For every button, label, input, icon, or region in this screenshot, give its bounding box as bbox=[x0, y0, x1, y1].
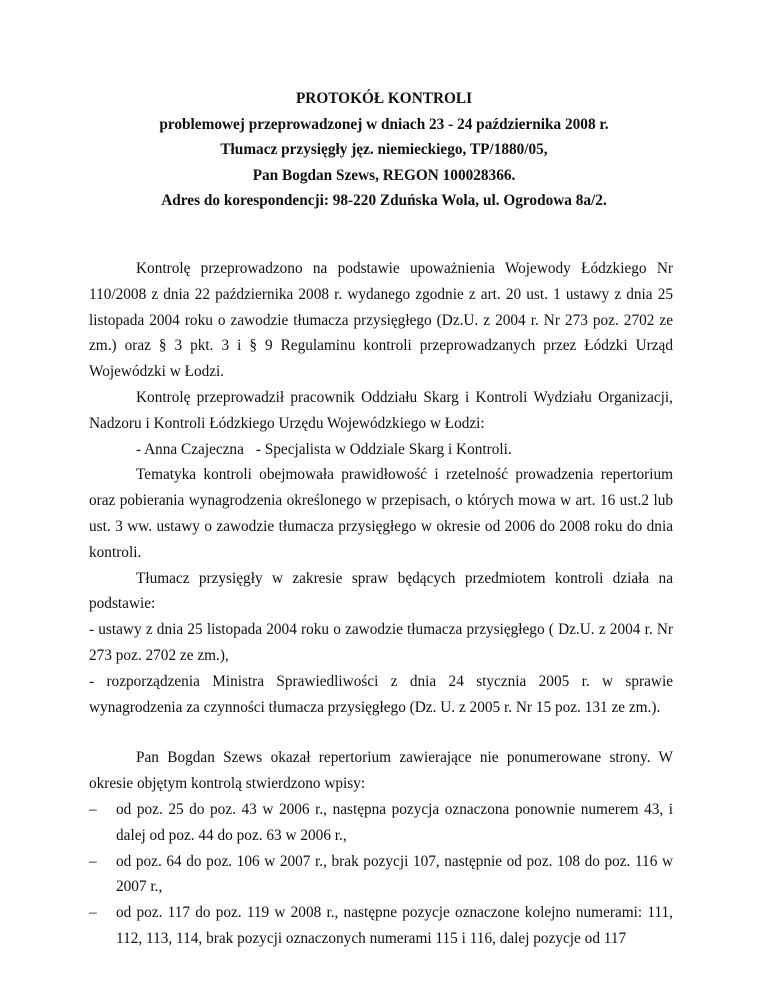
legal-basis-regulation: - rozporządzenia Ministra Sprawiedliwości z dnia 24 stycznia 2005 r. w sprawie wynagrodzenia za czynności tłumacza przysięgłego (Dz. U. z 2005 r. Nr 15 poz. 131 ze zm.). bbox=[89, 672, 673, 716]
scope-paragraph: Tematyka kontroli obejmowała prawidłowość i rzetelność prowadzenia repertorium oraz pobierania wynagrodzenia określonego w przepisach, o których mowa w art. 16 ust.2 lub ust. 3 ww. ustawy o zawodzie tłumacza przysięgłego w okresie od 2006 do 2008 roku do dnia kontroli. bbox=[89, 466, 673, 561]
bullet-dash: – bbox=[89, 852, 97, 870]
list-item-text: od poz. 25 do poz. 43 w 2006 r., następna pozycja oznaczona ponownie numerem 43, i dalej od poz. 44 do poz. 63 w 2006 r., bbox=[116, 800, 673, 844]
translator-name-line: Pan Bogdan Szews, REGON 100028366. bbox=[252, 166, 516, 184]
inspection-dates-line: problemowej przeprowadzonej w dniach 23 - 24 października 2008 r. bbox=[159, 115, 609, 133]
inspector-role: - Specjalista w Oddziale Skarg i Kontroli. bbox=[255, 440, 512, 458]
inspector-name: - Anna Czajeczna bbox=[136, 440, 244, 458]
list-item bbox=[89, 849, 673, 901]
list-item-text: od poz. 64 do poz. 106 w 2007 r., brak pozycji 107, następnie od poz. 108 do poz. 116 w 2007 r., bbox=[116, 852, 673, 896]
list-item-text: od poz. 117 do poz. 119 w 2008 r., następne pozycje oznaczone kolejno numerami: 111, 112, 113, 114, brak pozycji oznaczonych numerami 115 i 116, dalej pozycje od 117 bbox=[116, 904, 673, 947]
inspector-paragraph: Kontrolę przeprowadził pracownik Oddziału Skarg i Kontroli Wydziału Organizacji, Nadzoru i Kontroli Łódzkiego Urzędu Wojewódzkiego w Łodzi: bbox=[89, 388, 673, 432]
correspondence-address-line: Adres do korespondencji: 98-220 Zduńska Wola, ul. Ogrodowa 8a/2. bbox=[161, 192, 607, 209]
findings-paragraph: Pan Bogdan Szews okazał repertorium zawierające nie ponumerowane strony. W okresie objętym kontrolą stwierdzono wpisy: bbox=[89, 749, 673, 793]
legal-basis-intro: Tłumacz przysięgły w zakresie spraw będących przedmiotem kontroli działa na podstawie: bbox=[89, 569, 673, 613]
legal-basis-act: - ustawy z dnia 25 listopada 2004 roku o zawodzie tłumacza przysięgłego ( Dz.U. z 2004 r. Nr 273 poz. 2702 ze zm.), bbox=[89, 621, 673, 664]
translator-id-line: Tłumacz przysięgły jęz. niemieckiego, TP/1880/05, bbox=[220, 141, 548, 158]
list-item bbox=[89, 900, 673, 952]
list-item bbox=[89, 797, 673, 849]
authorization-paragraph: Kontrolę przeprowadzono na podstawie upoważnienia Wojewody Łódzkiego Nr 110/2008 z dnia 22 października 2008 r. wydanego zgodnie z art. 20 ust. 1 ustawy z dnia 25 listopada 2004 roku o zawodzie tłumacza przysięgłego (Dz.U. z 2004 r. Nr 273 poz. 2702 ze zm.) oraz § 3 pkt. 3 i § 9 Regulaminu kontroli przeprowadzanych przez Łódzki Urząd Wojewódzki w Łodzi. bbox=[89, 260, 673, 381]
inspector-row bbox=[136, 437, 673, 463]
document-header bbox=[0, 86, 768, 214]
bullet-dash: – bbox=[89, 904, 97, 922]
bullet-dash: – bbox=[89, 800, 97, 818]
document-title: PROTOKÓŁ KONTROLI bbox=[295, 90, 473, 107]
document-body bbox=[89, 256, 673, 952]
